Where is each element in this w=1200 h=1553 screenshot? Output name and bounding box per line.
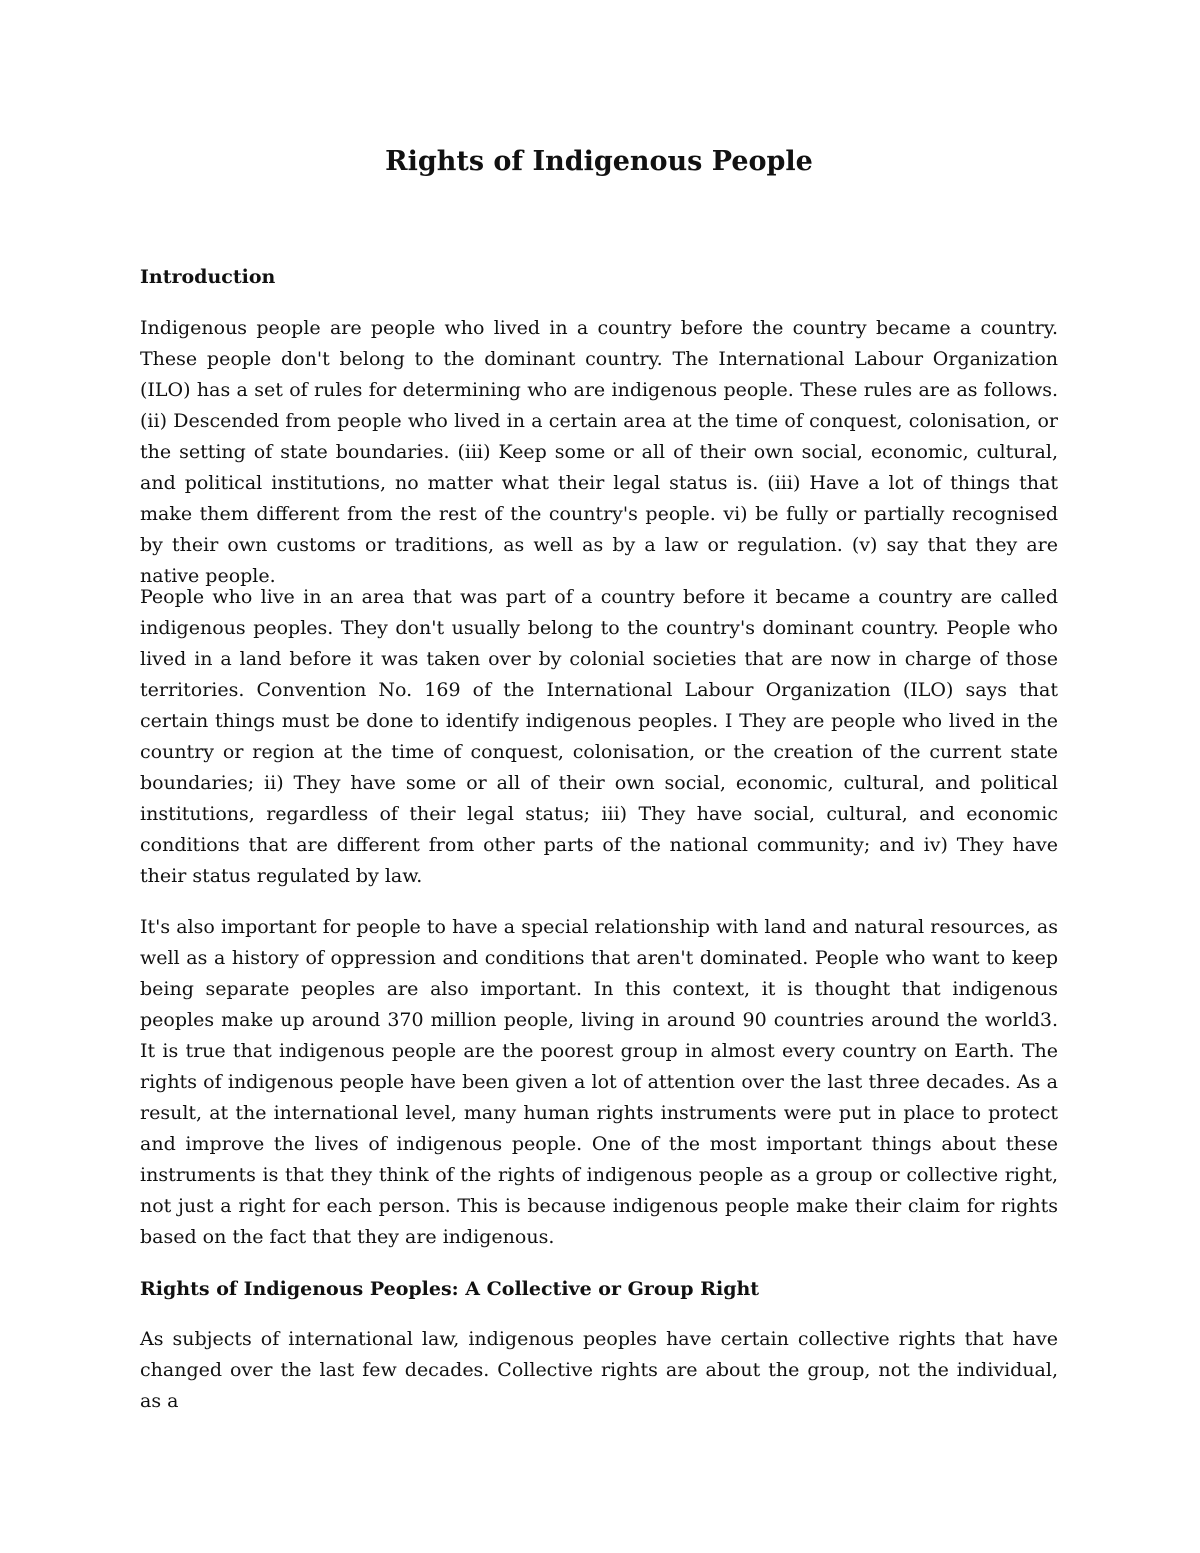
paragraph-2: People who live in an area that was part of a country before it became a country are called indigenous peoples. They don't usually belong to the country's dominant country. People who lived in a land before it was taken over by colonial societies that are now in charge of those territories. Convention No. 169 of the International Labour Organization (ILO) says that certain things must be done to identify indigenous peoples. I They are people who lived in the country or region at the time of conquest, colonisation, or the creation of the current state boundaries; ii) They have some or all of their own social, economic, cultural, and political institutions, regardless of their legal status; iii) They have social, cultural, and economic conditions that are different from other parts of the national community; and iv) They have their status regulated by law. [140,586,1058,887]
page-title: Rights of Indigenous People [385,146,813,177]
paragraph-1: Indigenous people are people who lived in a country before the country became a country. These people don't belong to the dominant country. The International Labour Organization (ILO) has a set of rules for determining who are indigenous people. These rules are as follows. (ii) Descended from people who lived in a certain area at the time of conquest, colonisation, or the setting of state boundaries. (iii) Keep some or all of their own social, economic, cultural, and political institutions, no matter what their legal status is. (iii) Have a lot of things that make them different from the rest of the country's people. vi) be fully or partially recognised by their own customs or traditions, as well as by a law or regulation. (v) say that they are native people. [140,317,1058,587]
section-heading-introduction: Introduction [140,266,276,288]
paragraph-4: As subjects of international law, indigenous peoples have certain collective rights that have changed over the last few decades. Collective rights are about the group, not the individual, as a [140,1328,1058,1412]
paragraph-3: It's also important for people to have a special relationship with land and natural resources, as well as a history of oppression and conditions that aren't dominated. People who want to keep being separate peoples are also important. In this context, it is thought that indigenous peoples make up around 370 million people, living in around 90 countries around the world3. It is true that indigenous people are the poorest group in almost every country on Earth. The rights of indigenous people have been given a lot of attention over the last three decades. As a result, at the international level, many human rights instruments were put in place to protect and improve the lives of indigenous people. One of the most important things about these instruments is that they think of the rights of indigenous people as a group or collective right, not just a right for each person. This is because indigenous people make their claim for rights based on the fact that they are indigenous. [140,916,1058,1248]
section-heading-collective-rights: Rights of Indigenous Peoples: A Collective or Group Right [140,1278,760,1300]
